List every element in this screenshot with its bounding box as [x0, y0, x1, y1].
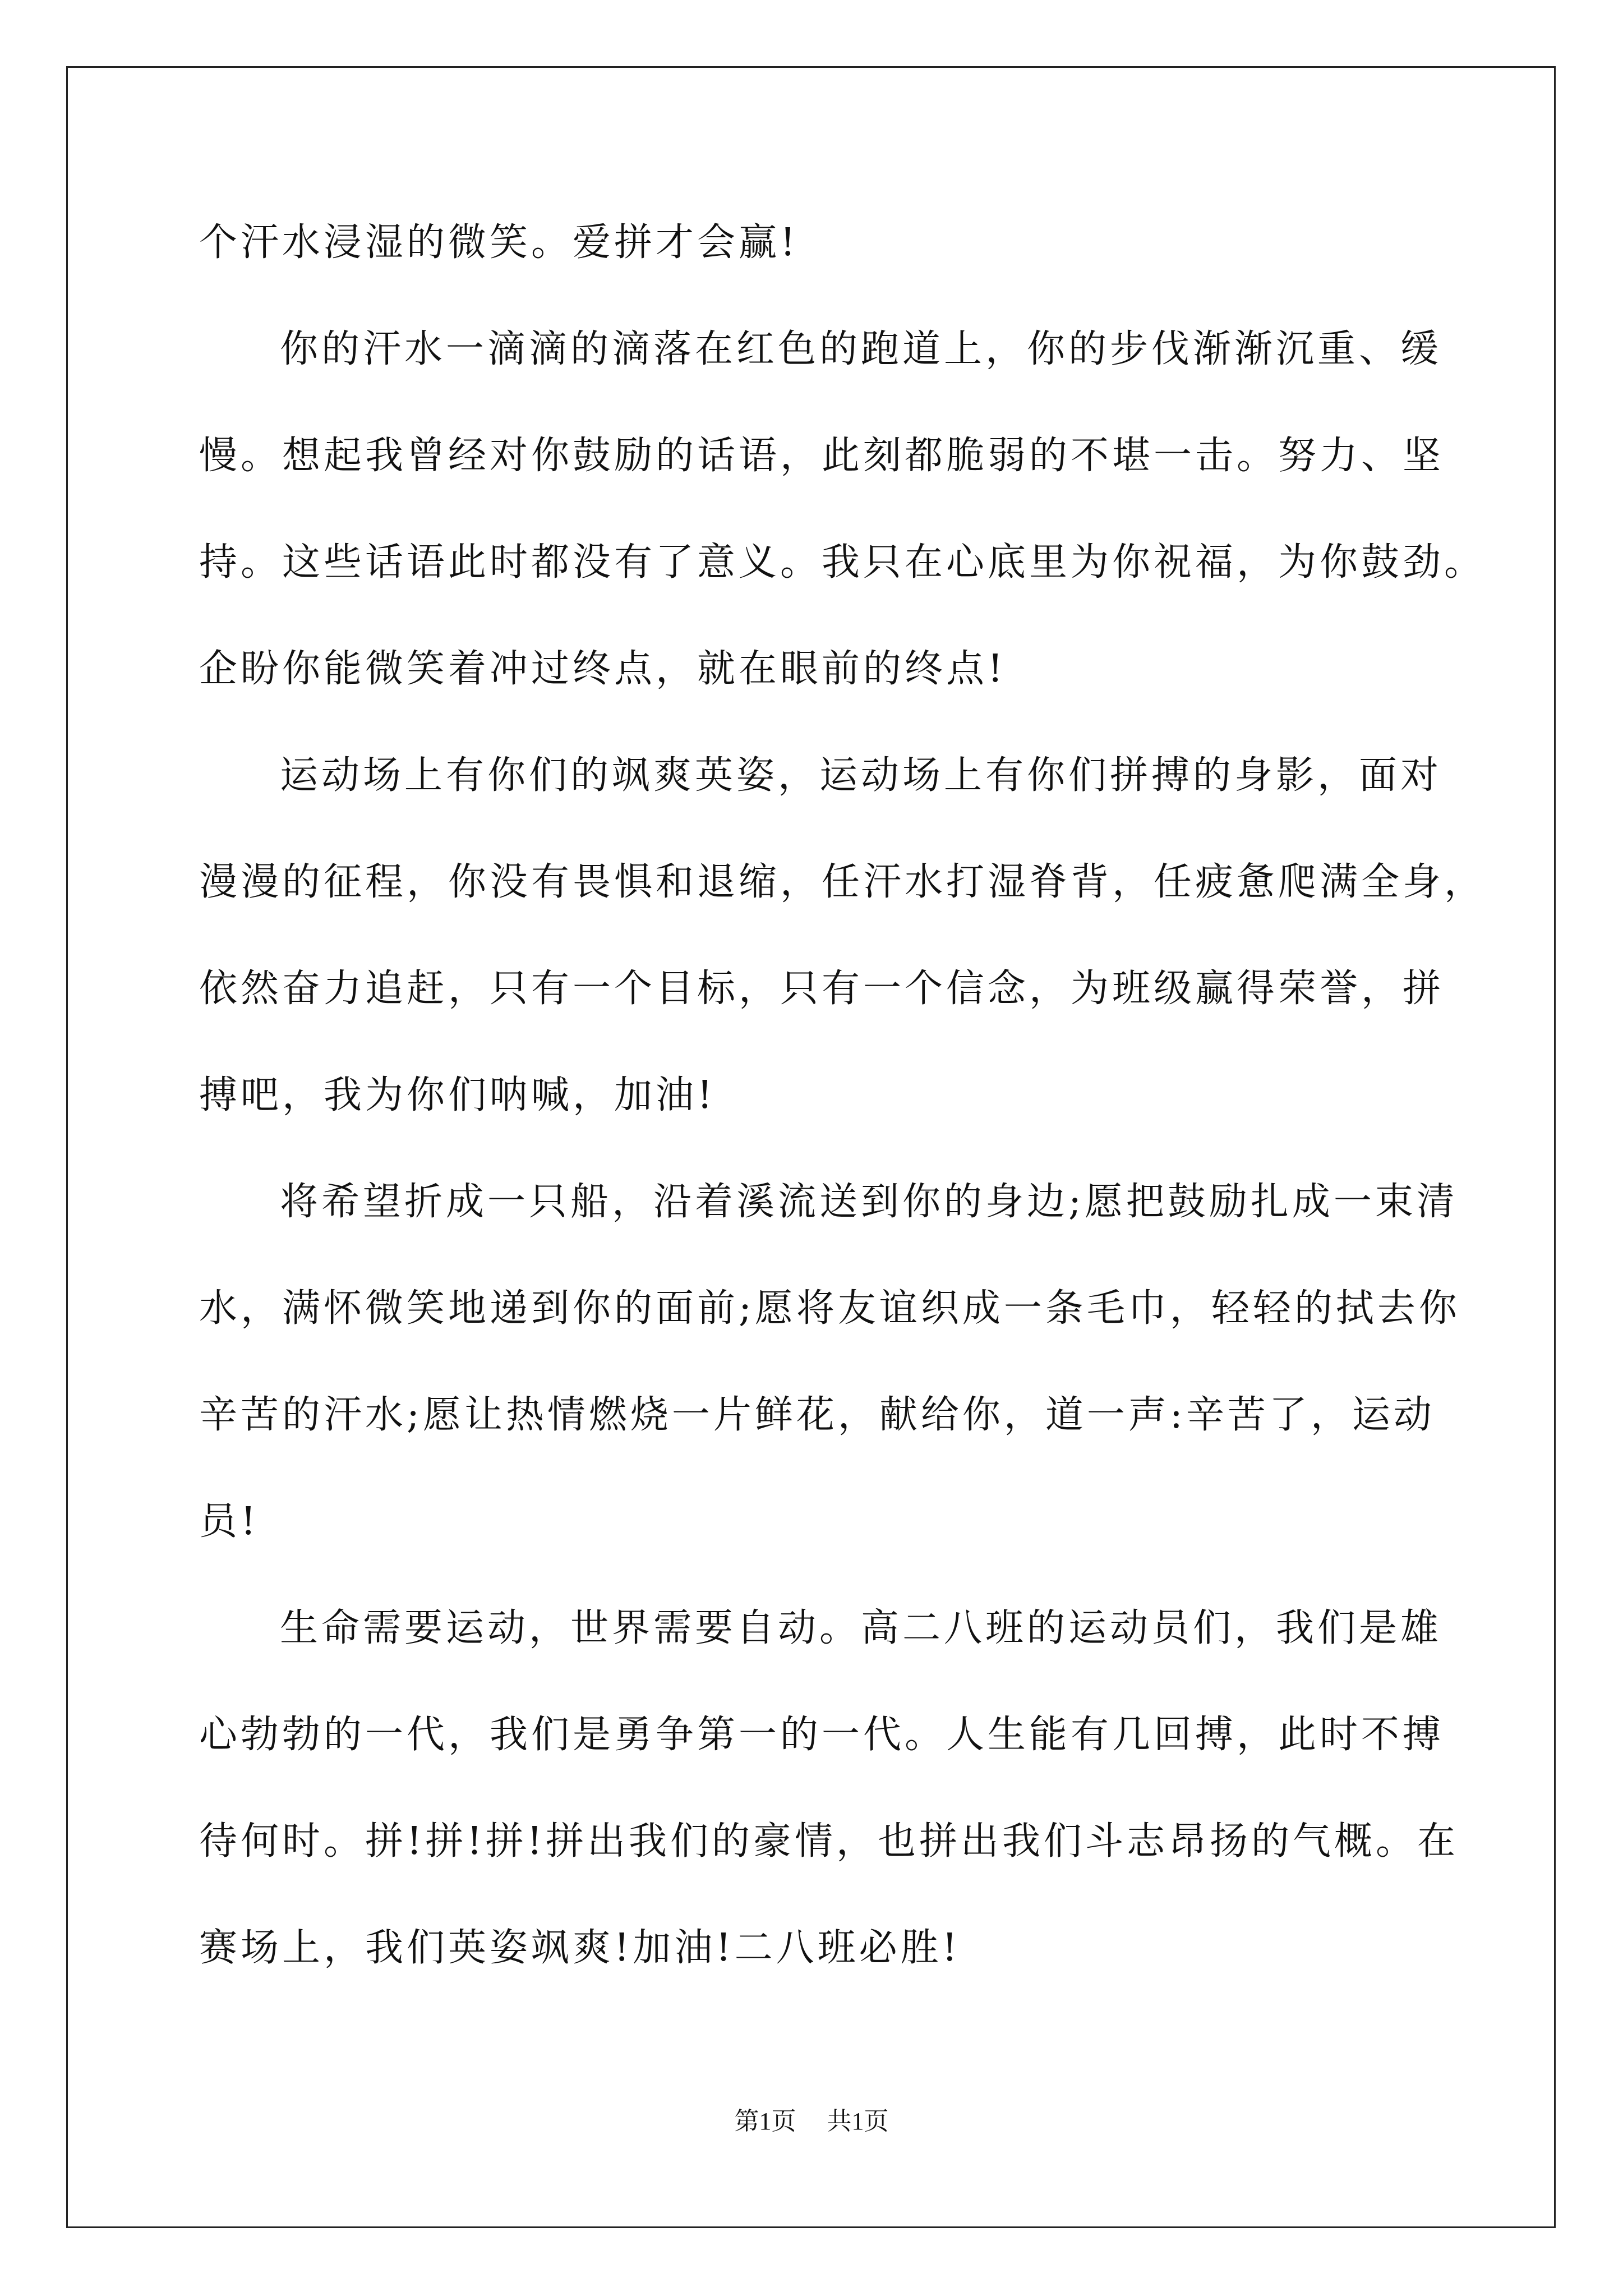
- text-line: 个汗水浸湿的微笑。爱拼才会赢!: [199, 220, 799, 265]
- page-number: 第1页: [734, 2108, 796, 2135]
- text-line: 将希望折成一只船，沿着溪流送到你的身边;愿把鼓励扎成一束清: [280, 1180, 1458, 1224]
- text-line: 漫漫的征程，你没有畏惧和退缩，任汗水打湿脊背，任疲惫爬满全身，: [199, 860, 1486, 904]
- page-total: 共1页: [827, 2108, 889, 2135]
- text-line: 搏吧，我为你们呐喊，加油!: [199, 1073, 716, 1117]
- text-line: 你的汗水一滴滴的滴落在红色的跑道上，你的步伐渐渐沉重、缓: [280, 327, 1442, 371]
- text-line: 依然奋力追赶，只有一个目标，只有一个信念，为班级赢得荣誉，拼: [199, 967, 1445, 1011]
- text-line: 待何时。拼!拼!拼!拼出我们的豪情，也拼出我们斗志昂扬的气概。在: [199, 1819, 1459, 1864]
- page-footer: [0, 2101, 1623, 2137]
- text-line: 辛苦的汗水;愿让热情燃烧一片鲜花，献给你，道一声:辛苦了，运动: [199, 1393, 1435, 1437]
- text-line: 心勃勃的一代，我们是勇争第一的一代。人生能有几回搏，此时不搏: [199, 1713, 1445, 1757]
- text-line: 赛场上，我们英姿飒爽!加油!二八班必胜!: [199, 1926, 961, 1970]
- text-line: 员!: [199, 1499, 260, 1544]
- text-line: 持。这些话语此时都没有了意义。我只在心底里为你祝福，为你鼓劲。: [199, 540, 1486, 585]
- text-line: 水，满怀微笑地递到你的面前;愿将友谊织成一条毛巾，轻轻的拭去你: [199, 1286, 1460, 1331]
- text-line: 运动场上有你们的飒爽英姿，运动场上有你们拼搏的身影，面对: [280, 753, 1442, 798]
- document-body: [199, 216, 1486, 2028]
- text-line: 慢。想起我曾经对你鼓励的话语，此刻都脆弱的不堪一击。努力、坚: [199, 434, 1445, 478]
- text-line: 生命需要运动，世界需要自动。高二八班的运动员们，我们是雄: [280, 1606, 1442, 1650]
- text-line: 企盼你能微笑着冲过终点，就在眼前的终点!: [199, 647, 1007, 691]
